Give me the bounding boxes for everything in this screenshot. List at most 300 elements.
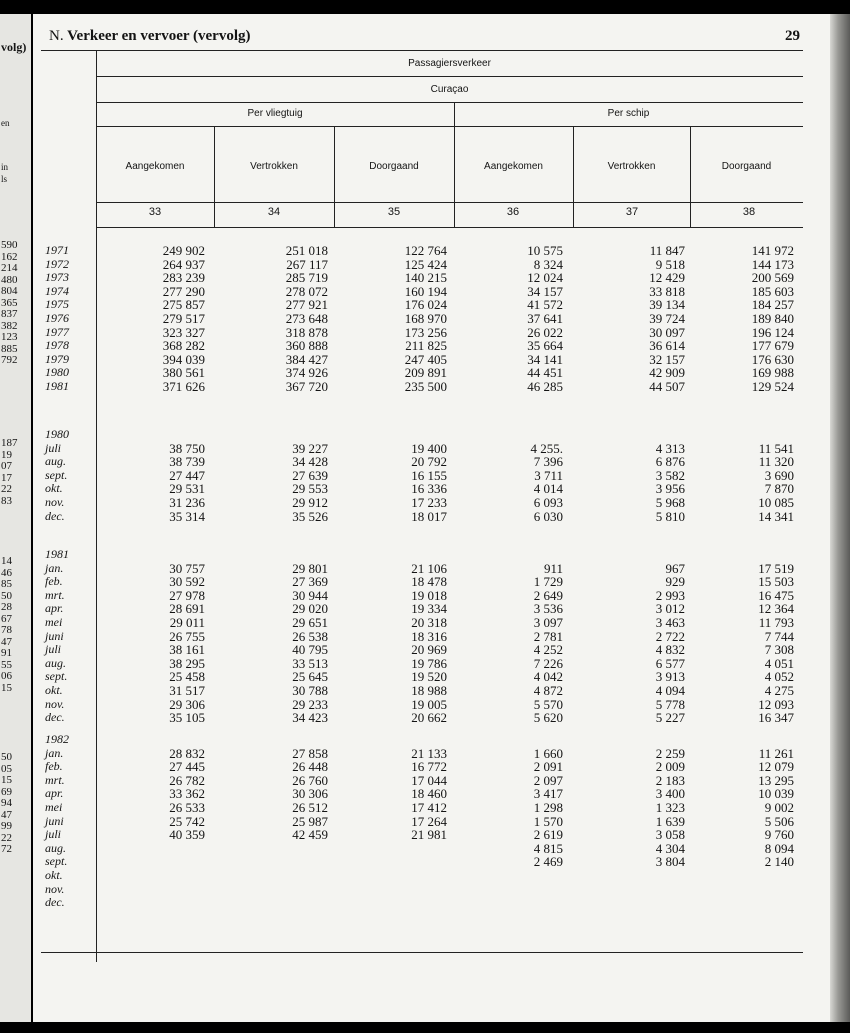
header-per-vliegtuig: Per vliegtuig: [247, 108, 303, 119]
header-col-vertrokken-ship: Vertrokken: [607, 161, 656, 172]
row-label: nov.: [45, 881, 65, 896]
table-cell: [238, 855, 328, 869]
table-cell: [704, 869, 794, 883]
table-cell: 249 902: [162, 243, 205, 258]
table-cell: 12 024: [527, 270, 563, 286]
table-cell: 30 788: [292, 682, 328, 698]
table-cell: 16 347: [758, 710, 794, 726]
left-page-number: 99: [1, 820, 12, 832]
row-label: dec.: [45, 710, 65, 725]
table-cell: 911: [543, 560, 563, 576]
header-rule: [96, 202, 803, 203]
row-label: juni: [45, 628, 64, 643]
table-cell: 27 445: [169, 759, 205, 775]
header-bottom-rule: [96, 227, 803, 228]
table-cell: 25 458: [169, 669, 205, 685]
table-cell: 122 764: [404, 243, 447, 258]
row-label: mei: [45, 799, 63, 814]
left-page-number: 78: [1, 624, 12, 636]
header-passagiersverkeer: Passagiersverkeer: [408, 58, 491, 69]
table-cell: 10 575: [527, 243, 563, 258]
table-cell: [238, 869, 328, 883]
table-cell: 21 981: [411, 827, 447, 843]
data-column: [238, 733, 328, 910]
left-page-number: 50: [1, 751, 12, 763]
table-cell: 4 051: [764, 655, 794, 671]
table-cell: 4 042: [533, 669, 563, 685]
table-cell: 2 993: [655, 587, 685, 603]
table-cell: [473, 896, 563, 910]
table-cell: 2 781: [533, 628, 563, 644]
table-cell: [357, 428, 447, 442]
left-page-number: 22: [1, 831, 12, 844]
table-cell: 2 140: [764, 854, 794, 870]
left-page-number: 162: [1, 250, 18, 263]
row-label: jan.: [45, 745, 64, 760]
table-cell: 29 306: [169, 696, 205, 712]
header-col-vertrokken-air: Vertrokken: [250, 161, 298, 172]
table-cell: 34 428: [292, 454, 328, 470]
table-cell: 4 832: [655, 642, 685, 658]
row-label: 1980: [45, 427, 69, 441]
left-page-number: 46: [1, 566, 12, 579]
row-label: sept.: [45, 854, 68, 869]
table-cell: 27 447: [169, 467, 205, 483]
left-page-number: 365: [1, 296, 18, 309]
table-cell: 6 030: [533, 508, 563, 524]
data-column: [357, 733, 447, 910]
table-cell: 273 648: [285, 310, 328, 326]
table-cell: 2 469: [533, 854, 563, 870]
table-cell: 277 290: [162, 283, 205, 299]
table-cell: 275 857: [162, 297, 205, 313]
table-cell: [595, 869, 685, 883]
table-cell: 18 460: [411, 786, 447, 802]
table-cell: 12 079: [758, 759, 794, 775]
table-cell: 4 052: [764, 669, 794, 685]
left-page-numbers: [1, 240, 31, 367]
table-cell: 26 538: [292, 628, 328, 644]
row-label: jan.: [45, 560, 64, 575]
table-cell: 28 832: [169, 745, 205, 761]
table-cell: 2 722: [655, 628, 685, 644]
table-cell: 168 970: [404, 310, 447, 326]
row-label: 1977: [45, 324, 69, 339]
row-label: 1980: [45, 365, 69, 380]
left-page-number: 480: [1, 273, 18, 286]
table-cell: 5 227: [655, 710, 685, 726]
table-cell: 27 978: [169, 587, 205, 603]
table-cell: [473, 548, 563, 562]
table-cell: 1 570: [533, 813, 563, 829]
row-label: aug.: [45, 655, 66, 670]
table-cell: 16 336: [411, 481, 447, 497]
table-cell: [595, 428, 685, 442]
row-label: mrt.: [45, 587, 65, 602]
header-rule: [96, 76, 803, 77]
table-cell: [473, 869, 563, 883]
table-cell: 44 507: [649, 378, 685, 394]
table-cell: 196 124: [751, 324, 794, 340]
left-page-number: 72: [1, 843, 12, 855]
table-cell: [357, 883, 447, 897]
table-cell: 33 362: [169, 786, 205, 802]
table-top-rule: [41, 50, 803, 51]
row-label: sept.: [45, 669, 68, 684]
table-cell: 19 018: [411, 587, 447, 603]
table-cell: 367 720: [285, 378, 328, 394]
table-cell: 20 662: [411, 710, 447, 726]
table-cell: 11 847: [649, 243, 685, 258]
table-cell: [704, 428, 794, 442]
table-cell: [238, 883, 328, 897]
left-page-text-fragment: in: [1, 162, 9, 172]
row-label: juni: [45, 813, 64, 828]
table-cell: 394 039: [162, 351, 205, 367]
row-label: dec.: [45, 895, 65, 910]
column-number: 38: [742, 206, 756, 218]
table-cell: 12 364: [758, 601, 794, 617]
table-cell: 209 891: [404, 365, 447, 381]
row-label: 1973: [45, 270, 69, 285]
table-cell: 3 582: [655, 467, 685, 483]
table-cell: 7 744: [764, 628, 794, 644]
left-page-number: 15: [1, 681, 12, 694]
table-cell: [115, 428, 205, 442]
table-cell: 16 155: [411, 467, 447, 483]
table-cell: 5 810: [655, 508, 685, 524]
table-cell: 35 314: [169, 508, 205, 524]
table-cell: 27 858: [292, 745, 328, 761]
row-label: 1981: [45, 378, 69, 393]
row-label: mei: [45, 614, 63, 629]
table-cell: 368 282: [162, 338, 205, 354]
table-cell: 29 011: [169, 614, 205, 630]
row-labels: [45, 548, 85, 725]
data-column: [115, 244, 205, 394]
table-cell: 42 909: [649, 365, 685, 381]
table-cell: 19 520: [411, 669, 447, 685]
row-label: 1974: [45, 283, 69, 298]
table-cell: 285 719: [285, 270, 328, 286]
table-cell: 14 341: [758, 508, 794, 524]
table-cell: 26 755: [169, 628, 205, 644]
table-cell: 28 691: [169, 601, 205, 617]
table-cell: 3 711: [534, 467, 563, 483]
table-cell: 38 739: [169, 454, 205, 470]
row-label: 1982: [45, 732, 69, 746]
table-cell: 25 742: [169, 813, 205, 829]
table-cell: 185 603: [751, 283, 794, 299]
table-cell: 35 526: [292, 508, 328, 524]
left-page-number: 885: [1, 342, 18, 355]
table-cell: [595, 883, 685, 897]
header-rule: [96, 102, 803, 103]
table-cell: 27 639: [292, 467, 328, 483]
table-cell: 125 424: [404, 256, 447, 272]
table-cell: 20 969: [411, 642, 447, 658]
row-label: apr.: [45, 786, 64, 801]
row-label: 1972: [45, 256, 69, 271]
table-cell: 141 972: [751, 243, 794, 258]
table-cell: 1 660: [533, 745, 563, 761]
table-cell: 38 161: [169, 642, 205, 658]
document-page: [33, 14, 830, 1022]
left-page-number: 05: [1, 762, 12, 775]
page-number: 29: [785, 28, 800, 44]
table-cell: 39 724: [649, 310, 685, 326]
row-label: 1979: [45, 351, 69, 366]
page-title: [49, 28, 250, 45]
data-column: [595, 733, 685, 910]
table-cell: 2 009: [655, 759, 685, 775]
table-cell: 267 117: [286, 256, 328, 272]
table-cell: [473, 883, 563, 897]
row-label: mrt.: [45, 772, 65, 787]
table-cell: 29 651: [292, 614, 328, 630]
table-cell: [115, 548, 205, 562]
row-label: juli: [45, 827, 62, 842]
data-column: [704, 733, 794, 910]
section-title: Verkeer en vervoer (vervolg): [67, 28, 251, 44]
table-cell: 929: [665, 574, 685, 590]
left-page-fragment: [0, 14, 31, 1022]
table-cell: 34 157: [527, 283, 563, 299]
row-label: sept.: [45, 467, 68, 482]
table-cell: [115, 883, 205, 897]
table-cell: 247 405: [404, 351, 447, 367]
table-cell: [357, 869, 447, 883]
table-cell: 15 503: [758, 574, 794, 590]
left-page-numbers: [1, 438, 31, 507]
table-cell: 35 105: [169, 710, 205, 726]
table-cell: 34 141: [527, 351, 563, 367]
left-page-numbers: [1, 556, 31, 694]
table-cell: 3 400: [655, 786, 685, 802]
table-cell: 2 091: [533, 759, 563, 775]
table-cell: 264 937: [162, 256, 205, 272]
row-label: okt.: [45, 867, 63, 882]
left-page-number: 91: [1, 647, 12, 659]
data-column: [473, 244, 563, 394]
table-cell: 44 451: [527, 365, 563, 381]
table-cell: 5 620: [533, 710, 563, 726]
table-cell: 30 757: [169, 560, 205, 576]
table-cell: 36 614: [649, 338, 685, 354]
column-number: 33: [148, 206, 162, 218]
table-cell: [595, 896, 685, 910]
table-cell: 29 233: [292, 696, 328, 712]
table-cell: 189 840: [751, 310, 794, 326]
left-page-number: 214: [1, 262, 18, 274]
table-cell: 29 553: [292, 481, 328, 497]
left-page-number: 67: [1, 612, 12, 625]
table-cell: 17 264: [411, 813, 447, 829]
table-cell: 19 400: [411, 440, 447, 456]
left-page-number: 83: [1, 494, 12, 507]
table-cell: 318 878: [285, 324, 328, 340]
table-cell: [357, 896, 447, 910]
table-cell: 20 318: [411, 614, 447, 630]
header-rule: [96, 126, 803, 127]
row-label: apr.: [45, 601, 64, 616]
table-cell: 18 017: [411, 508, 447, 524]
table-cell: 18 316: [411, 628, 447, 644]
left-page-text-fragment: en: [1, 118, 10, 128]
table-cell: 19 334: [411, 601, 447, 617]
data-column: [115, 428, 205, 523]
table-cell: 6 577: [655, 655, 685, 671]
table-cell: 37 641: [527, 310, 563, 326]
table-cell: 3 536: [533, 601, 563, 617]
data-column: [357, 244, 447, 394]
left-page-number: 69: [1, 785, 12, 798]
column-divider: [573, 126, 574, 228]
table-cell: 46 285: [527, 378, 563, 394]
data-column: [115, 548, 205, 725]
table-cell: 371 626: [162, 378, 205, 394]
row-label: juli: [45, 642, 62, 657]
table-cell: [238, 733, 328, 747]
table-cell: 39 227: [292, 440, 328, 456]
table-cell: 19 786: [411, 655, 447, 671]
data-column: [238, 548, 328, 725]
table-cell: 3 690: [764, 467, 794, 483]
table-cell: 30 944: [292, 587, 328, 603]
table-cell: 16 772: [411, 759, 447, 775]
table-cell: 31 236: [169, 494, 205, 510]
table-cell: [115, 855, 205, 869]
row-label: aug.: [45, 454, 66, 469]
table-cell: 4 275: [764, 682, 794, 698]
table-cell: 30 306: [292, 786, 328, 802]
row-label: dec.: [45, 508, 65, 523]
table-cell: [238, 842, 328, 856]
table-cell: 17 519: [758, 560, 794, 576]
table-cell: 184 257: [751, 297, 794, 313]
table-cell: 29 912: [292, 494, 328, 510]
left-page-number: 837: [1, 308, 18, 320]
table-cell: 3 913: [655, 669, 685, 685]
left-page-number: 94: [1, 797, 12, 809]
header-col-doorgaand-air: Doorgaand: [369, 161, 419, 172]
table-cell: 5 968: [655, 494, 685, 510]
row-label: aug.: [45, 840, 66, 855]
column-number: 34: [267, 206, 281, 218]
table-cell: 4 255.: [530, 440, 563, 456]
table-cell: 40 795: [292, 642, 328, 658]
table-cell: [473, 733, 563, 747]
table-cell: 7 308: [764, 642, 794, 658]
table-cell: 277 921: [285, 297, 328, 313]
table-cell: 6 093: [533, 494, 563, 510]
left-page-number: 804: [1, 285, 18, 297]
table-cell: 11 793: [758, 614, 794, 630]
column-number: 35: [387, 206, 401, 218]
row-label: okt.: [45, 682, 63, 697]
data-column: [704, 244, 794, 394]
row-label: feb.: [45, 574, 63, 589]
table-cell: 200 569: [751, 270, 794, 286]
table-cell: 278 072: [285, 283, 328, 299]
table-cell: 279 517: [162, 310, 205, 326]
data-column: [595, 428, 685, 523]
table-cell: 5 570: [533, 696, 563, 712]
table-cell: 40 359: [169, 827, 205, 843]
left-page-number: 19: [1, 448, 12, 461]
column-number: 36: [506, 206, 520, 218]
row-label: 1975: [45, 297, 69, 312]
table-cell: 26 533: [169, 799, 205, 815]
column-divider: [690, 126, 691, 228]
left-page-number: 47: [1, 808, 12, 821]
left-page-number: 28: [1, 601, 12, 613]
table-cell: 3 463: [655, 614, 685, 630]
table-cell: 25 645: [292, 669, 328, 685]
row-label: 1981: [45, 547, 69, 561]
table-cell: [115, 896, 205, 910]
table-cell: 25 987: [292, 813, 328, 829]
table-cell: 4 872: [533, 682, 563, 698]
table-cell: [704, 733, 794, 747]
table-cell: 19 005: [411, 696, 447, 712]
table-cell: [115, 869, 205, 883]
table-cell: 17 412: [411, 799, 447, 815]
data-column: [357, 428, 447, 523]
table-cell: 42 459: [292, 827, 328, 843]
left-page-text-fragment: ls: [1, 174, 8, 184]
table-cell: 30 592: [169, 574, 205, 590]
table-cell: 41 572: [527, 297, 563, 313]
table-cell: 5 778: [655, 696, 685, 712]
table-cell: 283 239: [162, 270, 205, 286]
left-page-number: 792: [1, 354, 18, 366]
table-cell: 177 679: [751, 338, 794, 354]
left-page-number: 382: [1, 319, 18, 332]
left-page-numbers: [1, 752, 31, 856]
table-cell: [115, 842, 205, 856]
table-cell: 169 988: [751, 365, 794, 381]
table-cell: 140 215: [404, 270, 447, 286]
left-page-number: 22: [1, 483, 12, 495]
table-cell: 2 183: [655, 772, 685, 788]
data-column: [115, 733, 205, 910]
table-cell: 160 194: [404, 283, 447, 299]
table-cell: 34 423: [292, 710, 328, 726]
table-cell: 211 825: [405, 338, 447, 354]
data-column: [238, 244, 328, 394]
table-cell: 26 022: [527, 324, 563, 340]
table-cell: 4 815: [533, 840, 563, 856]
table-cell: 3 804: [655, 854, 685, 870]
table-cell: [704, 548, 794, 562]
table-cell: 9 518: [655, 256, 685, 272]
table-cell: 20 792: [411, 454, 447, 470]
table-cell: 33 513: [292, 655, 328, 671]
table-cell: 3 097: [533, 614, 563, 630]
table-cell: 26 448: [292, 759, 328, 775]
row-label: nov.: [45, 696, 65, 711]
row-labels: [45, 244, 85, 394]
table-cell: 7 226: [533, 655, 563, 671]
left-page-header-fragment: volg): [1, 40, 27, 54]
row-label: juli: [45, 440, 62, 455]
table-cell: [238, 428, 328, 442]
table-cell: 323 327: [162, 324, 205, 340]
table-cell: [473, 428, 563, 442]
header-col-doorgaand-ship: Doorgaand: [721, 161, 772, 172]
table-cell: [595, 733, 685, 747]
